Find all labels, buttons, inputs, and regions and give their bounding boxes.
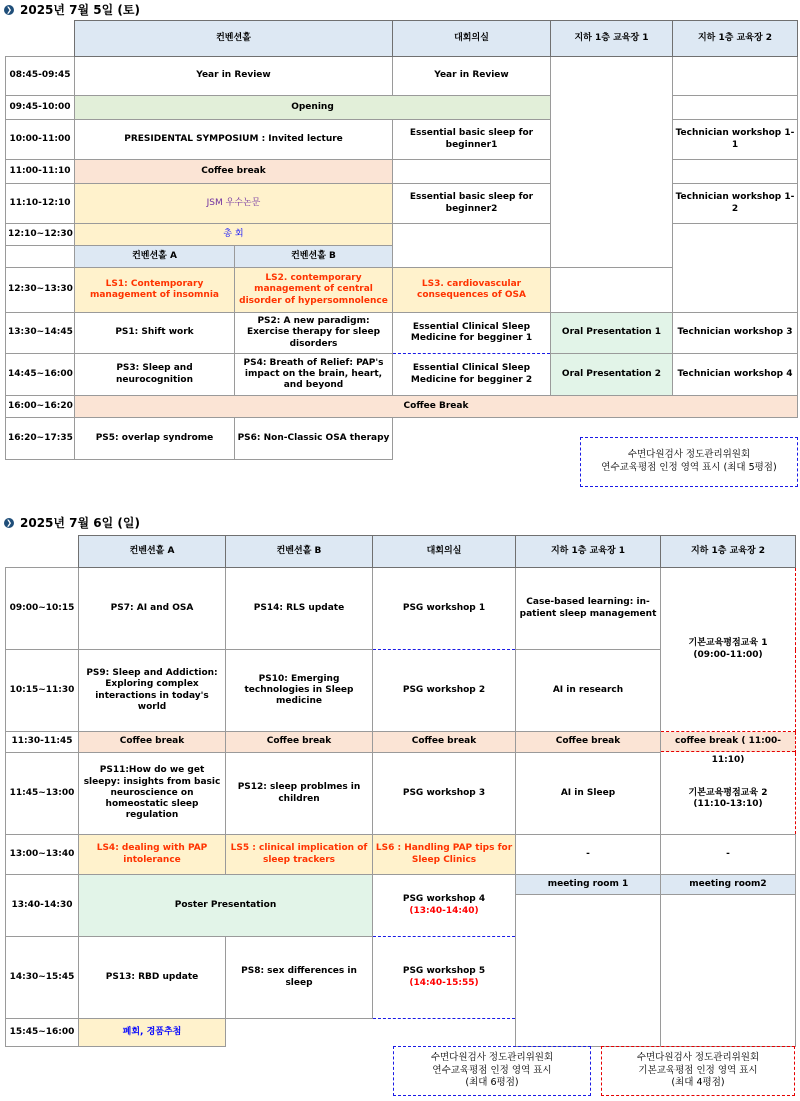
- session-ps13: PS13: RBD update: [79, 937, 226, 1019]
- session-ps1: PS1: Shift work: [75, 313, 235, 354]
- legend-line: 기본교육평점 인정 영역 표시: [638, 1064, 758, 1076]
- session-ai-in-research: AI in research: [516, 650, 661, 732]
- session-ls6: LS6 : Handling PAP tips for Sleep Clinics: [373, 835, 516, 875]
- session-coffee-break: Coffee Break: [75, 396, 798, 418]
- day2-legend-red: [601, 1046, 795, 1096]
- empty-cell: [661, 895, 796, 1047]
- cell-title: 기본교육평점교육 1: [688, 638, 768, 649]
- session-coffee-break-small: coffee break ( 11:00-11:10): [661, 732, 795, 752]
- empty-cell: [673, 96, 798, 120]
- day1-schedule-table: [5, 20, 798, 460]
- time-slot: 13:40-14:30: [6, 875, 79, 937]
- session-ps12: PS12: sleep problmes in children: [226, 753, 373, 835]
- session-technician-workshop-1-1: Technician workshop 1-1: [673, 120, 798, 160]
- legend-line: 수면다원검사 정도관리위원회: [430, 1051, 554, 1063]
- day2-title: 2025년 7월 6일 (일): [20, 516, 140, 530]
- header-hall-a: 컨벤션홀 A: [79, 536, 226, 568]
- session-ps5: PS5: overlap syndrome: [75, 418, 235, 460]
- empty-cell: [673, 224, 798, 313]
- chevron-circle-icon: ❯: [4, 5, 14, 15]
- session-poster-presentation: Poster Presentation: [79, 875, 373, 937]
- header-b1-room2: 지하 1층 교육장 2: [661, 536, 796, 568]
- empty-cell: [6, 246, 75, 268]
- session-coffee-break: Coffee break: [516, 732, 661, 753]
- header-b1-room1: 지하 1층 교육장 1: [551, 21, 673, 57]
- session-ls3: LS3. cardiovascular consequences of OSA: [393, 268, 551, 313]
- cell-time: (14:40-15:55): [409, 977, 479, 988]
- header-main-room: 대회의실: [373, 536, 516, 568]
- day1-legend-blue: [580, 437, 798, 487]
- cell-title: PSG workshop 4: [402, 894, 486, 905]
- day2-legend-blue: [393, 1046, 591, 1096]
- session-ai-in-sleep: AI in Sleep: [516, 753, 661, 835]
- cell-title: PSG workshop 5: [402, 966, 486, 977]
- session-basic-education-1: [661, 568, 796, 732]
- time-slot: 12:30~13:30: [6, 268, 75, 313]
- header-convention-hall: 컨벤션홀: [75, 21, 393, 57]
- time-slot: 10:00-11:00: [6, 120, 75, 160]
- session-oral-1: Oral Presentation 1: [551, 313, 673, 354]
- legend-line: 연수교육평점 인정 영역 표시 (최대 5평점): [601, 462, 777, 473]
- session-coffee-break: Coffee break: [373, 732, 516, 753]
- session-case-based-learning: Case-based learning: in-patient sleep management: [516, 568, 661, 650]
- header-main-room: 대회의실: [393, 21, 551, 57]
- day1-heading: [4, 1, 140, 18]
- session-general-meeting: 총 회: [75, 224, 393, 246]
- empty-cell: [673, 160, 798, 184]
- time-slot: 09:00~10:15: [6, 568, 79, 650]
- session-presidential-symposium: PRESIDENTAL SYMPOSIUM : Invited lecture: [75, 120, 393, 160]
- session-ps6: PS6: Non-Classic OSA therapy: [235, 418, 393, 460]
- session-technician-workshop-3: Technician workshop 3: [673, 313, 798, 354]
- session-essential-basic-1: Essential basic sleep for beginner1: [393, 120, 551, 160]
- session-ps9: PS9: Sleep and Addiction: Exploring complex interactions in today's world: [79, 650, 226, 732]
- session-opening: Opening: [75, 96, 551, 120]
- time-slot: 12:10~12:30: [6, 224, 75, 246]
- session-closing: 폐회, 경품추첨: [79, 1019, 226, 1047]
- empty-cell: [393, 224, 551, 268]
- session-psg-workshop-4: [373, 875, 516, 937]
- day1-title: 2025년 7월 5일 (토): [20, 3, 140, 17]
- header-b1-room1: 지하 1층 교육장 1: [516, 536, 661, 568]
- session-psg-workshop-5: [373, 937, 516, 1019]
- session-year-in-review-room: Year in Review: [393, 57, 551, 96]
- cell-title: 기본교육평점교육 2: [688, 788, 768, 798]
- time-slot: 11:30-11:45: [6, 732, 79, 753]
- session-ls4: LS4: dealing with PAP intolerance: [79, 835, 226, 875]
- empty-cell: [673, 57, 798, 96]
- time-slot: 11:00-11:10: [6, 160, 75, 184]
- session-ps14: PS14: RLS update: [226, 568, 373, 650]
- session-ps7: PS7: AI and OSA: [79, 568, 226, 650]
- header-meeting-room-2: meeting room2: [661, 875, 796, 895]
- legend-line: (최대 4평점): [671, 1077, 725, 1089]
- time-slot: 08:45-09:45: [6, 57, 75, 96]
- time-slot: 09:45-10:00: [6, 96, 75, 120]
- day2-heading: [4, 514, 140, 531]
- cell-time: (11:10-13:10): [693, 799, 763, 810]
- session-ps8: PS8: sex differences in sleep: [226, 937, 373, 1019]
- header-b1-room2: 지하 1층 교육장 2: [673, 21, 798, 57]
- session-ls2: LS2. contemporary management of central disorder of hypersomnolence: [235, 268, 393, 313]
- time-slot: 15:45~16:00: [6, 1019, 79, 1047]
- time-slot: 14:45~16:00: [6, 354, 75, 396]
- day2-schedule-table: [5, 535, 796, 1047]
- empty-dash: -: [661, 835, 796, 875]
- session-psg-workshop-3: PSG workshop 3: [373, 753, 516, 835]
- empty-cell: [551, 57, 673, 268]
- time-slot: 11:10-12:10: [6, 184, 75, 224]
- session-psg-workshop-1: PSG workshop 1: [373, 568, 516, 650]
- legend-line: 수면다원검사 정도관리위원회: [627, 449, 751, 461]
- session-ps2: PS2: A new paradigm: Exercise therapy for sleep disorders: [235, 313, 393, 354]
- legend-line: 연수교육평점 인정 영역 표시: [432, 1064, 552, 1076]
- session-ps10: PS10: Emerging technologies in Sleep medicine: [226, 650, 373, 732]
- session-coffee-break: Coffee break: [226, 732, 373, 753]
- session-ps4: PS4: Breath of Relief: PAP's impact on the brain, heart, and beyond: [235, 354, 393, 396]
- header-meeting-room-1: meeting room 1: [516, 875, 661, 895]
- session-ls5: LS5 : clinical implication of sleep trackers: [226, 835, 373, 875]
- subheader-hall-a: 컨벤션홀 A: [75, 246, 235, 268]
- cell-time: (09:00-11:00): [693, 649, 763, 660]
- session-year-in-review: Year in Review: [75, 57, 393, 96]
- time-slot: 11:45~13:00: [6, 753, 79, 835]
- legend-line: 수면다원검사 정도관리위원회: [636, 1051, 760, 1063]
- cell-time: (13:40-14:40): [409, 905, 479, 916]
- time-slot: 10:15~11:30: [6, 650, 79, 732]
- session-ps11: PS11:How do we get sleepy: insights from basic neuroscience on homeostatic sleep regulation: [79, 753, 226, 835]
- time-slot: 14:30~15:45: [6, 937, 79, 1019]
- time-slot: 16:20~17:35: [6, 418, 75, 460]
- session-basic-education-2: [661, 732, 796, 835]
- empty-cell: [393, 160, 551, 184]
- session-ps3: PS3: Sleep and neurocognition: [75, 354, 235, 396]
- session-ecsm-1: Essential Clinical Sleep Medicine for begginer 1: [393, 313, 551, 354]
- session-psg-workshop-2: PSG workshop 2: [373, 650, 516, 732]
- chevron-circle-icon: ❯: [4, 518, 14, 528]
- session-technician-workshop-1-2: Technician workshop 1-2: [673, 184, 798, 224]
- subheader-hall-b: 컨벤션홀 B: [235, 246, 393, 268]
- header-hall-b: 컨벤션홀 B: [226, 536, 373, 568]
- session-coffee-break: Coffee break: [75, 160, 393, 184]
- time-slot: 16:00~16:20: [6, 396, 75, 418]
- session-technician-workshop-4: Technician workshop 4: [673, 354, 798, 396]
- empty-dash: -: [516, 835, 661, 875]
- legend-line: (최대 6평점): [465, 1077, 519, 1089]
- time-slot: 13:00~13:40: [6, 835, 79, 875]
- session-ls1: LS1: Contemporary management of insomnia: [75, 268, 235, 313]
- session-ecsm-2: Essential Clinical Sleep Medicine for begginer 2: [393, 354, 551, 396]
- session-coffee-break: Coffee break: [79, 732, 226, 753]
- session-jsm-award: JSM 우수논문: [75, 184, 393, 224]
- empty-cell: [516, 895, 661, 1047]
- session-oral-2: Oral Presentation 2: [551, 354, 673, 396]
- time-slot: 13:30~14:45: [6, 313, 75, 354]
- session-essential-basic-2: Essential basic sleep for beginner2: [393, 184, 551, 224]
